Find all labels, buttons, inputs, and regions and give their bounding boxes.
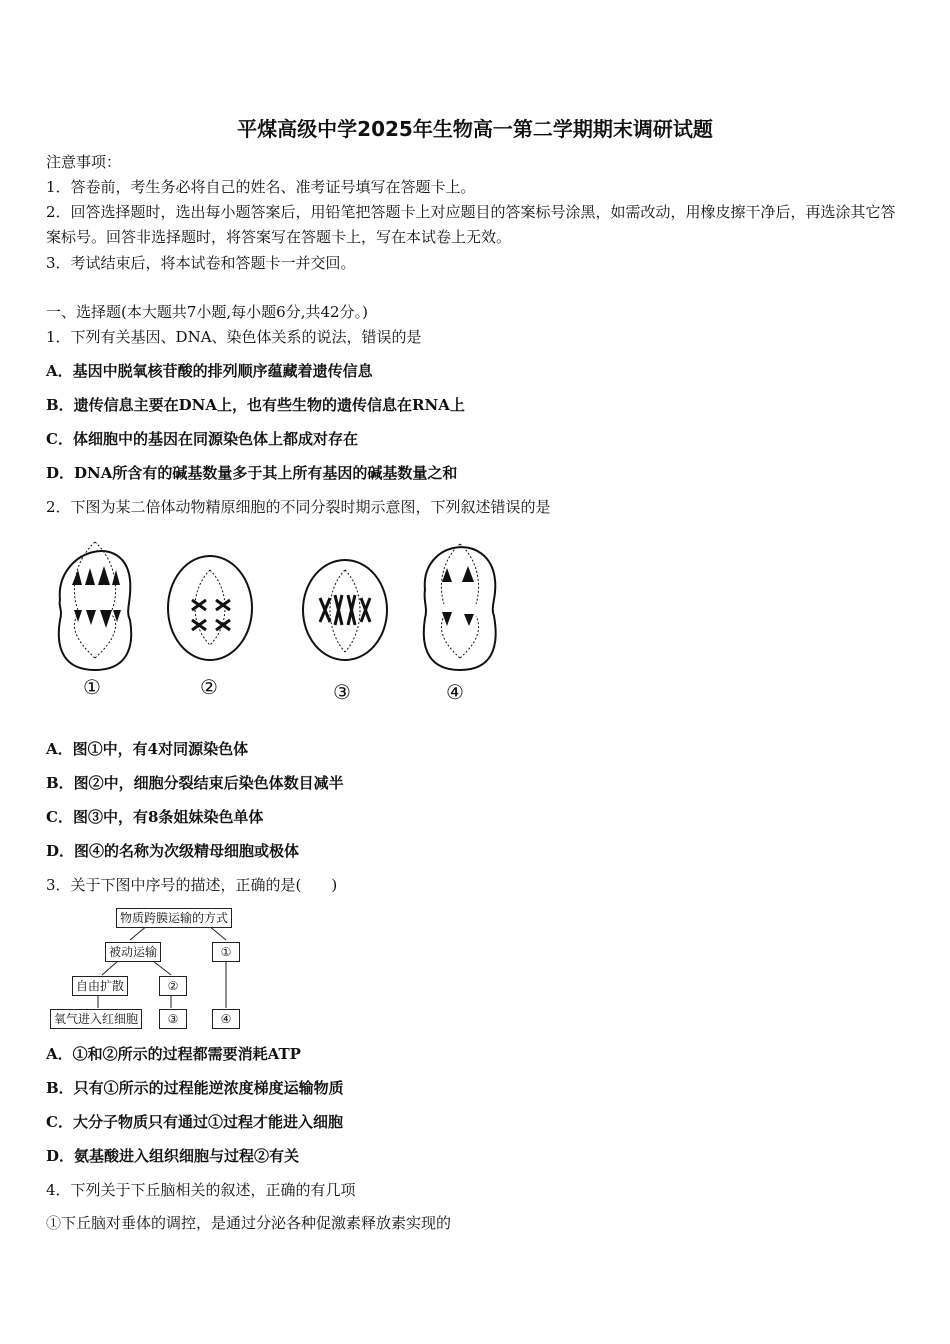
q4-item-1: ①下丘脑对垂体的调控，是通过分泌各种促激素释放素实现的 bbox=[46, 1214, 452, 1232]
flow-root: 物质跨膜运输的方式 bbox=[116, 908, 232, 928]
question-3-stem: 3．关于下图中序号的描述，正确的是( ) bbox=[46, 876, 338, 894]
q3-option-b: B．只有①所示的过程能逆浓度梯度运输物质 bbox=[46, 1079, 344, 1097]
section-heading: 一、选择题(本大题共7小题,每小题6分,共42分。) bbox=[46, 303, 368, 321]
q3-option-d: D．氨基酸进入组织细胞与过程②有关 bbox=[46, 1147, 300, 1165]
flow-passive-transport: 被动运输 bbox=[105, 942, 161, 962]
notice-heading: 注意事项： bbox=[46, 153, 122, 171]
flow-node-1: ① bbox=[212, 942, 240, 962]
figure-label-1: ① bbox=[83, 675, 101, 699]
flow-node-4: ④ bbox=[212, 1009, 240, 1029]
cell-division-figure bbox=[50, 530, 510, 714]
q3-option-c: C．大分子物质只有通过①过程才能进入细胞 bbox=[46, 1113, 343, 1131]
cell-3-diagram bbox=[303, 560, 387, 660]
flow-oxygen-example: 氧气进入红细胞 bbox=[50, 1009, 142, 1029]
q1-option-d: D．DNA所含有的碱基数量多于其上所有基因的碱基数量之和 bbox=[46, 464, 458, 482]
notice-item-2: 2．回答选择题时，选出每小题答案后，用铅笔把答题卡上对应题目的答案标号涂黑，如需改动，用橡皮擦干净后，再选涂其它答案标号。回答非选择题时，将答案写在答题卡上，写在本试卷上无效。 bbox=[46, 203, 896, 246]
q2-option-a: A．图①中，有4对同源染色体 bbox=[46, 740, 249, 758]
cell-2-diagram bbox=[168, 556, 252, 660]
notice-item-1: 1．答卷前，考生务必将自己的姓名、准考证号填写在答题卡上。 bbox=[46, 178, 476, 196]
figure-label-4: ④ bbox=[446, 680, 464, 704]
q3-option-a: A．①和②所示的过程都需要消耗ATP bbox=[46, 1045, 301, 1063]
question-2-stem: 2．下图为某二倍体动物精原细胞的不同分裂时期示意图，下列叙述错误的是 bbox=[46, 498, 551, 516]
question-4-stem: 4．下列关于下丘脑相关的叙述，正确的有几项 bbox=[46, 1181, 356, 1199]
q2-option-b: B．图②中，细胞分裂结束后染色体数目减半 bbox=[46, 774, 344, 792]
cell-1-diagram bbox=[59, 542, 131, 670]
q2-option-d: D．图④的名称为次级精母细胞或极体 bbox=[46, 842, 300, 860]
flow-node-3: ③ bbox=[159, 1009, 187, 1029]
page-title: 平煤高级中学2025年生物高一第二学期期末调研试题 bbox=[237, 117, 713, 141]
transport-flowchart bbox=[48, 905, 258, 1030]
cell-4-diagram bbox=[424, 544, 496, 670]
question-1-stem: 1．下列有关基因、DNA、染色体关系的说法，错误的是 bbox=[46, 328, 422, 346]
q1-option-a: A．基因中脱氧核苷酸的排列顺序蕴藏着遗传信息 bbox=[46, 362, 373, 380]
q1-option-b: B．遗传信息主要在DNA上，也有些生物的遗传信息在RNA上 bbox=[46, 396, 465, 414]
q2-option-c: C．图③中，有8条姐妹染色单体 bbox=[46, 808, 264, 826]
notice-item-3: 3．考试结束后，将本试卷和答题卡一并交回。 bbox=[46, 254, 356, 272]
figure-label-2: ② bbox=[200, 675, 218, 699]
flow-node-2: ② bbox=[159, 976, 187, 996]
flow-simple-diffusion: 自由扩散 bbox=[72, 976, 128, 996]
q1-option-c: C．体细胞中的基因在同源染色体上都成对存在 bbox=[46, 430, 358, 448]
figure-label-3: ③ bbox=[333, 680, 351, 704]
